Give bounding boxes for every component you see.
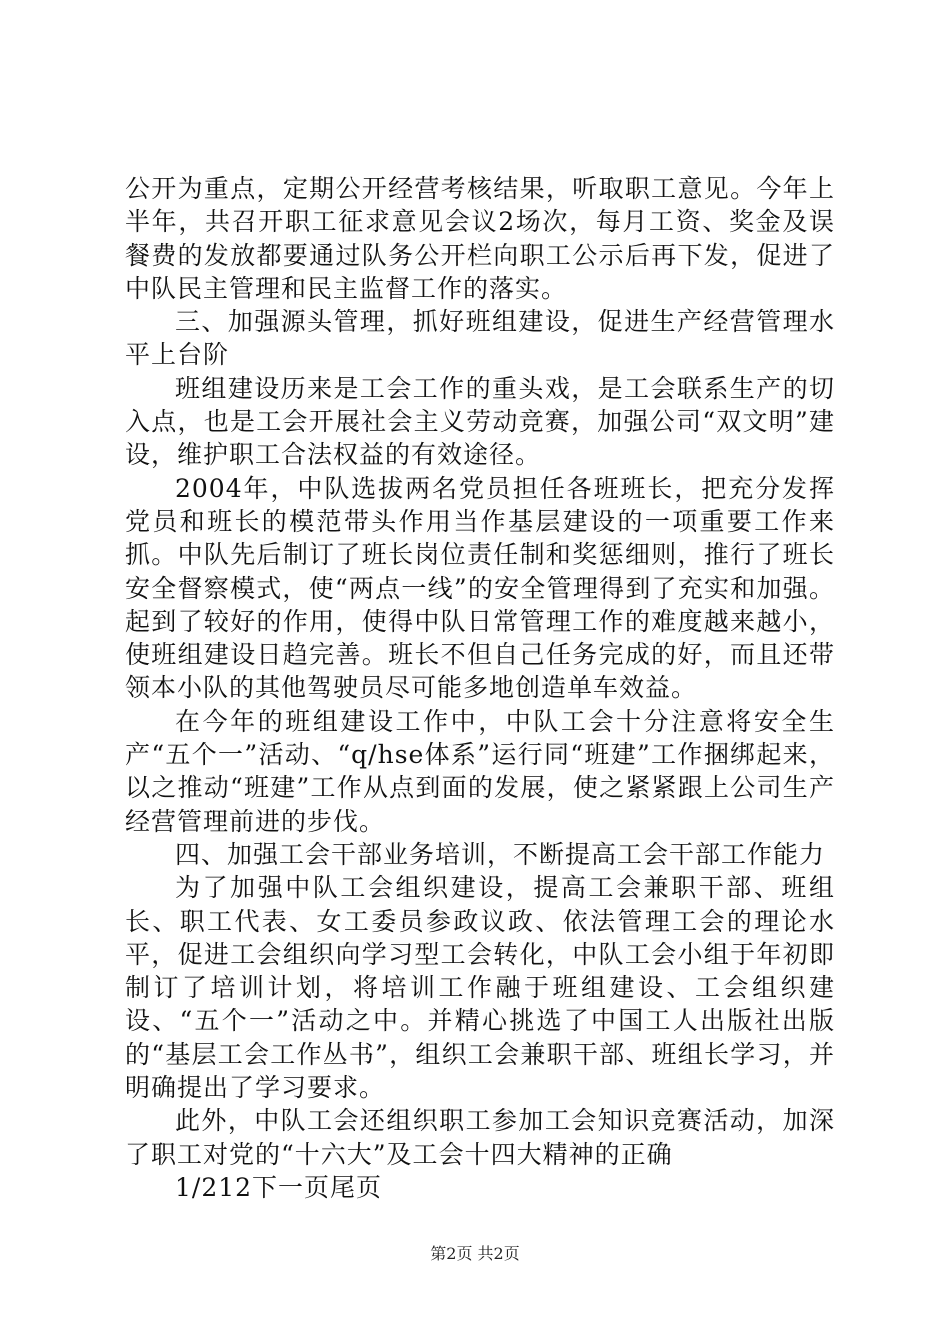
section-heading-4: 四、加强工会干部业务培训，不断提高工会干部工作能力 [175,839,826,869]
paragraph-4: 在今年的班组建设工作中，中队工会十分注意将安全生产“五个一”活动、“q/hse体系”运行同“班建”工作捆绑起来，以之推动“班建”工作从点到面的发展，使之紧紧跟上公司生产经营管理前进的步伐。 [125,706,835,836]
section-heading-3: 三、加强源头管理，抓好班组建设，促进生产经营管理水平上台阶 [125,307,835,370]
pagination-links[interactable]: 1/212下一页尾页 [175,1172,383,1202]
paragraph-2: 班组建设历来是工会工作的重头戏，是工会联系生产的切入点，也是工会开展社会主义劳动竞赛，加强公司“双文明”建设，维护职工合法权益的有效途径。 [125,373,835,470]
paragraph-5: 为了加强中队工会组织建设，提高工会兼职干部、班组长、职工代表、女工委员参政议政、依法管理工会的理论水平，促进工会组织向学习型工会转化，中队工会小组于年初即制订了培训计划，将培训工作融于班组建设、工会组织建设、“五个一”活动之中。并精心挑选了中国工人出版社出版的“基层工会工作丛书”，组织工会兼职干部、班组长学习，并明确提出了学习要求。 [125,873,835,1103]
page-number-footer: 第2页 共2页 [430,1244,520,1263]
paragraph-3: 2004年，中队选拔两名党员担任各班班长，把充分发挥党员和班长的模范带头作用当作基层建设的一项重要工作来抓。中队先后制订了班长岗位责任制和奖惩细则，推行了班长安全督察模式，使“两点一线”的安全管理得到了充实和加强。起到了较好的作用，使得中队日常管理工作的难度越来越小，使班组建设日趋完善。班长不但自己任务完成的好，而且还带领本小队的其他驾驶员尽可能多地创造单车效益。 [125,473,835,703]
paragraph-1: 公开为重点，定期公开经营考核结果，听取职工意见。今年上半年，共召开职工征求意见会议2场次，每月工资、奖金及误餐费的发放都要通过队务公开栏向职工公示后再下发，促进了中队民主管理和民主监督工作的落实。 [125,174,835,303]
document-body [125,172,835,1204]
paragraph-6: 此外，中队工会还组织职工参加工会知识竞赛活动，加深了职工对党的“十六大”及工会十四大精神的正确 [125,1106,835,1169]
